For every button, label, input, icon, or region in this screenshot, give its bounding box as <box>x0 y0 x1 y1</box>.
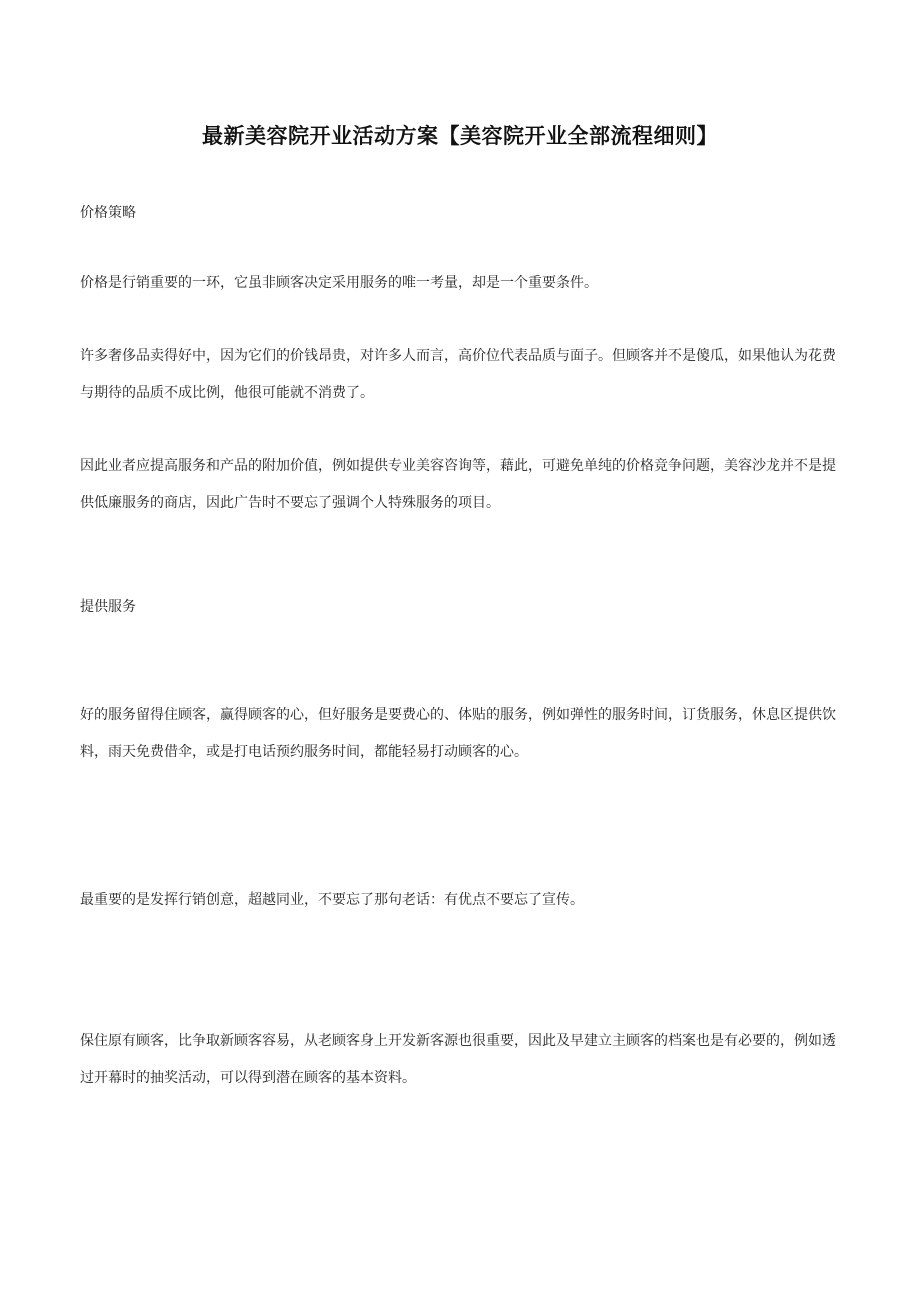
paragraph-added-value: 因此业者应提高服务和产品的附加价值，例如提供专业美容咨询等，藉此，可避免单纯的价格竞争问题，美容沙龙并不是提供低廉服务的商店，因此广告时不要忘了强调个人特殊服务的项目。 <box>80 458 836 511</box>
paragraph-luxury-goods: 许多奢侈品卖得好中，因为它们的价钱昂贵，对许多人而言，高价位代表品质与面子。但顾客并不是傻瓜，如果他认为花费与期待的品质不成比例，他很可能就不消费了。 <box>80 348 836 401</box>
paragraph-retain-customers: 保住原有顾客，比争取新顾客容易，从老顾客身上开发新客源也很重要，因此及早建立主顾客的档案也是有必要的，例如透过开幕时的抽奖活动，可以得到潜在顾客的基本资料。 <box>80 1033 836 1086</box>
section-heading-price-strategy: 价格策略 <box>80 205 136 221</box>
paragraph-marketing-creativity: 最重要的是发挥行销创意，超越同业，不要忘了那句老话：有优点不要忘了宣传。 <box>80 892 584 908</box>
document-title: 最新美容院开业活动方案【美容院开业全部流程细则】 <box>202 124 718 148</box>
paragraph-good-service: 好的服务留得住顾客，赢得顾客的心，但好服务是要费心的、体贴的服务，例如弹性的服务时间，订货服务，休息区提供饮料，雨天免费借伞，或是打电话预约服务时间，都能轻易打动顾客的心。 <box>80 707 836 760</box>
paragraph-price-importance: 价格是行销重要的一环，它虽非顾客决定采用服务的唯一考量，却是一个重要条件。 <box>80 275 598 291</box>
section-heading-provide-service: 提供服务 <box>80 599 136 615</box>
